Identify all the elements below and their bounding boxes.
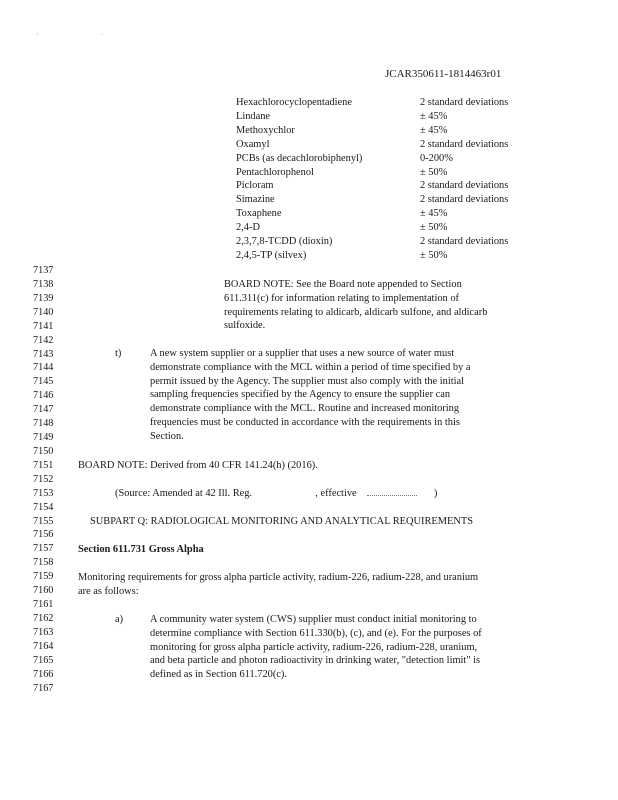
line-number: 7155 — [33, 515, 54, 527]
item-a-text — [150, 613, 482, 682]
contaminant-limit: 2 standard deviations — [420, 138, 509, 150]
line-number: 7144 — [33, 362, 54, 374]
contaminant-name: 2,3,7,8-TCDD (dioxin) — [236, 236, 333, 247]
source-middle: , effective — [315, 488, 357, 499]
line-number: 7140 — [33, 306, 54, 318]
line-number: 7137 — [33, 265, 54, 276]
board-note-aldicarb — [224, 278, 487, 333]
contaminant-name: 2,4,5-TP (silvex) — [236, 249, 307, 261]
scan-marks: · · — [36, 30, 134, 39]
line-number: 7157 — [33, 543, 54, 555]
contaminant-name: Picloram — [236, 180, 274, 192]
item-t-line: A new system supplier or a supplier that uses a new source of water must — [150, 348, 455, 359]
section-intro — [78, 571, 478, 599]
contaminant-limit: ± 45% — [420, 110, 448, 122]
contaminant-name: 2,4-D — [236, 222, 260, 234]
document-id: JCAR350611-1814463r01 — [385, 68, 502, 80]
contaminant-name: Lindane — [236, 110, 271, 122]
line-number: 7150 — [33, 445, 54, 457]
line-number: 7164 — [33, 640, 54, 652]
contaminant-limit: 2 standard deviations — [420, 97, 509, 108]
line-number: 7167 — [33, 682, 54, 694]
board-note-line: requirements relating to aldicarb, aldicarb sulfone, and aldicarb — [224, 306, 488, 318]
item-a-line: monitoring for gross alpha particle activity, radium-226, radium-228, uranium, — [150, 641, 478, 653]
subpart-heading: SUBPART Q: RADIOLOGICAL MONITORING AND ANALYTICAL REQUIREMENTS — [90, 516, 473, 527]
section-heading: Section 611.731 Gross Alpha — [78, 544, 204, 555]
item-t-line: demonstrate compliance with the MCL within a period of time specified by a — [150, 361, 471, 373]
line-number: 7166 — [33, 668, 54, 680]
item-t-marker: t) — [115, 348, 122, 359]
line-number: 7149 — [33, 432, 54, 444]
contaminant-name: Simazine — [236, 194, 275, 206]
source-prefix: (Source: Amended at 42 Ill. Reg. — [115, 488, 253, 499]
line-number: 7154 — [33, 501, 54, 513]
line-number: 7159 — [33, 571, 54, 583]
item-a-marker: a) — [115, 614, 124, 625]
item-t-line: sampling frequencies specified by the Agency to ensure the supplier can — [150, 389, 451, 401]
line-number: 7153 — [33, 487, 54, 499]
line-number: 7141 — [33, 320, 54, 332]
contaminant-limit: 2 standard deviations — [420, 194, 509, 206]
item-a-line: defined as in Section 611.720(c). — [150, 669, 287, 681]
board-note-line: 611.311(c) for information relating to implementation of — [224, 292, 459, 304]
contaminant-name: Pentachlorophenol — [236, 166, 314, 178]
line-number: 7165 — [33, 654, 54, 666]
item-a-line: determine compliance with Section 611.330(b), (c), and (e). For the purposes of — [150, 627, 482, 639]
contaminant-name: Oxamyl — [236, 138, 270, 150]
contaminant-name: Methoxychlor — [236, 124, 295, 136]
contaminant-limit: ± 50% — [420, 222, 448, 234]
contaminant-limit: ± 45% — [420, 208, 448, 220]
line-number: 7163 — [33, 626, 54, 638]
line-number: 7152 — [33, 473, 54, 485]
board-note-line: sulfoxide. — [224, 320, 266, 332]
contaminant-limit: 0-200% — [420, 152, 453, 164]
line-number: 7161 — [33, 599, 54, 611]
board-note-line: BOARD NOTE: See the Board note appended to Section — [224, 279, 462, 290]
intro-line: Monitoring requirements for gross alpha particle activity, radium-226, radium-228, and uranium — [78, 572, 479, 583]
item-t-line: demonstrate compliance with the MCL. Routine and increased monitoring — [150, 403, 460, 415]
contaminant-name: Toxaphene — [236, 208, 282, 220]
line-number: 7147 — [33, 404, 54, 416]
contaminant-limit: 2 standard deviations — [420, 236, 509, 247]
contaminant-limit: 2 standard deviations — [420, 180, 509, 192]
contaminant-limit: ± 50% — [420, 249, 448, 261]
line-number: 7139 — [33, 292, 54, 304]
item-a-line: and beta particle and photon radioactivity in drinking water, "detection limit" is — [150, 655, 481, 667]
contaminant-name: PCBs (as decachlorobiphenyl) — [236, 152, 363, 164]
board-note-derived: BOARD NOTE: Derived from 40 CFR 141.24(h) (2016). — [78, 460, 318, 471]
line-number: 7146 — [33, 390, 54, 402]
contaminant-name: Hexachlorocyclopentadiene — [236, 97, 352, 108]
line-number: 7158 — [33, 557, 54, 569]
line-number: 7156 — [33, 529, 54, 541]
item-t-line: frequencies must be conducted in accordance with the requirements in this — [150, 416, 460, 428]
line-number: 7145 — [33, 376, 54, 388]
contaminant-limit: ± 50% — [420, 166, 448, 178]
contaminant-limit: ± 45% — [420, 124, 448, 136]
item-t-line: Section. — [150, 430, 184, 442]
line-number: 7148 — [33, 418, 54, 430]
source-suffix: ) — [433, 488, 438, 499]
item-a-line: A community water system (CWS) supplier must conduct initial monitoring to — [150, 614, 477, 625]
line-number: 7143 — [33, 348, 54, 360]
line-number: 7160 — [33, 585, 54, 597]
item-t-text — [150, 347, 470, 444]
item-t-line: permit issued by the Agency. The supplier must also comply with the initial — [150, 375, 464, 387]
line-number: 7151 — [33, 459, 54, 471]
line-number: 7162 — [33, 613, 54, 624]
intro-line: are as follows: — [78, 585, 139, 597]
line-number: 7138 — [33, 278, 54, 290]
source-note — [115, 487, 437, 500]
line-number: 7142 — [33, 334, 54, 346]
